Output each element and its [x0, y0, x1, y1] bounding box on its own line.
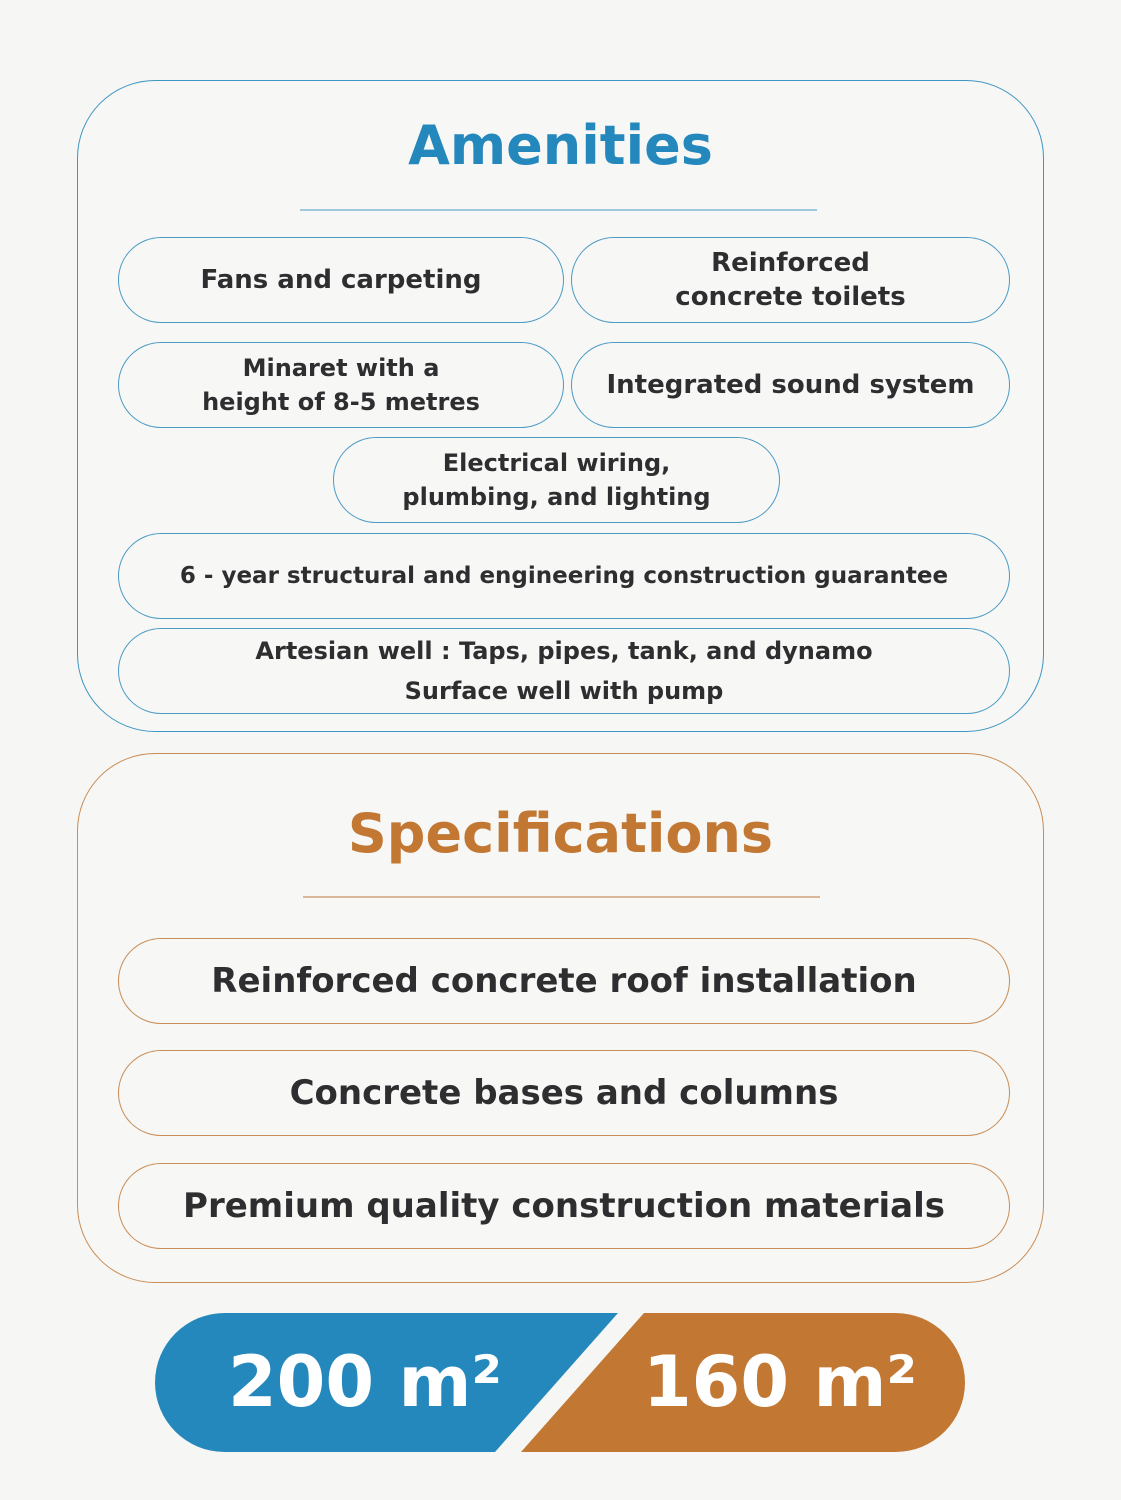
- amenity-label: Reinforced concrete toilets: [675, 248, 906, 312]
- spec-materials: [118, 1163, 1010, 1249]
- amenity-label: Fans and carpeting: [200, 265, 482, 295]
- amenity-label: Electrical wiring, plumbing, and lighting: [402, 449, 711, 511]
- amenities-divider: [300, 209, 817, 211]
- amenity-label: Integrated sound system: [606, 370, 975, 400]
- spec-label: Concrete bases and columns: [289, 1073, 839, 1113]
- amenity-sound-system: [571, 342, 1010, 428]
- specifications-panel: [77, 753, 1044, 1283]
- area-badges: [155, 1313, 965, 1452]
- amenity-label: Minaret with a height of 8-5 metres: [202, 354, 480, 416]
- amenity-concrete-toilets: [571, 237, 1010, 323]
- amenity-minaret: [118, 342, 564, 428]
- spec-label: Reinforced concrete roof installation: [211, 961, 917, 1001]
- amenities-panel: [77, 80, 1044, 732]
- spec-bases-columns: [118, 1050, 1010, 1136]
- amenity-label: Artesian well : Taps, pipes, tank, and dynamo Surface well with pump: [255, 637, 873, 705]
- amenity-electrical: [333, 437, 780, 523]
- amenity-guarantee: [118, 533, 1010, 619]
- specifications-divider: [303, 896, 820, 898]
- amenity-wells: [118, 628, 1010, 714]
- area-badge-right: 160 m²: [642, 1341, 918, 1423]
- amenity-fans-carpeting: [118, 237, 564, 323]
- spec-label: Premium quality construction materials: [183, 1186, 945, 1226]
- spec-concrete-roof: [118, 938, 1010, 1024]
- specifications-title: Specifications: [347, 802, 774, 865]
- amenity-label: 6 - year structural and engineering construction guarantee: [179, 563, 949, 589]
- amenities-title: Amenities: [408, 114, 713, 177]
- area-badge-left: 200 m²: [227, 1341, 503, 1423]
